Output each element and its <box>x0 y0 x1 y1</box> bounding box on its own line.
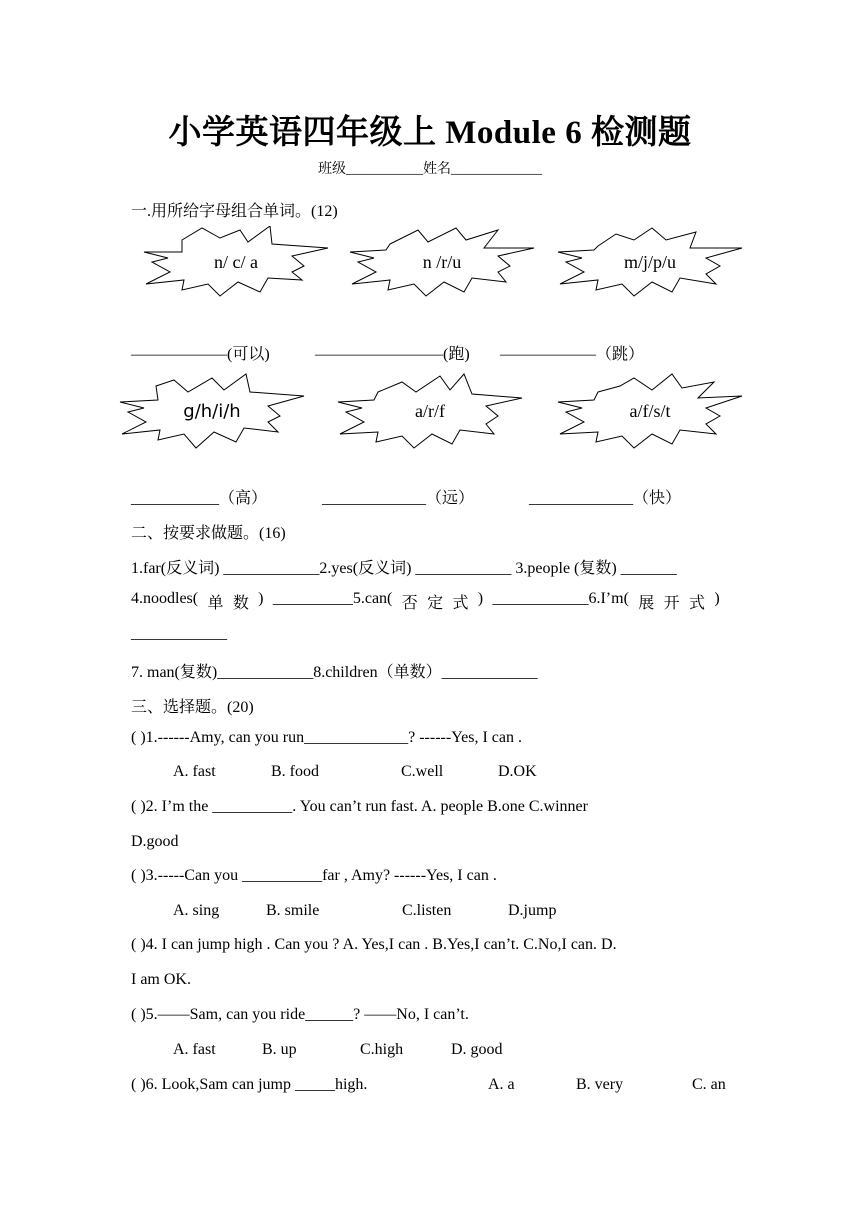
line2-part: 定 <box>427 595 444 612</box>
q1-option: A. fast <box>173 763 216 780</box>
q6-option: B. very <box>576 1076 624 1093</box>
letter-burst-3 <box>556 226 744 298</box>
section3-heading: 三、选择题。(20) <box>131 699 254 716</box>
q5-option: D. good <box>451 1041 503 1058</box>
line2-part: 式 <box>688 595 705 612</box>
q6-option: A. a <box>488 1076 515 1093</box>
question-4-cont: I am OK. <box>131 971 191 988</box>
line2-part: 4.noodles( <box>131 590 199 607</box>
question-1: ( )1.------Amy, can you run_____________? ------Yes, I can . <box>131 729 522 746</box>
q1-option: C.well <box>401 763 444 780</box>
question-3: ( )3.-----Can you __________far , Amy? ------Yes, I can . <box>131 867 497 884</box>
question-2-cont: D.good <box>131 833 179 850</box>
q5-option: A. fast <box>173 1041 216 1058</box>
letter-burst-4 <box>118 372 306 450</box>
answer-blank-far: _____________（远） <box>322 490 475 507</box>
q6-option: C. an <box>692 1076 726 1093</box>
line2-part: 开 <box>663 595 680 612</box>
answer-blank-fast: _____________（快） <box>529 490 682 507</box>
q5-option: B. up <box>262 1041 297 1058</box>
section2-line3: ____________ <box>131 625 227 642</box>
letters-label: a/f/s/t <box>629 400 671 421</box>
section2-line2 <box>131 590 729 613</box>
letter-burst-2 <box>348 226 536 298</box>
q1-option: D.OK <box>498 763 537 780</box>
question-2: ( )2. I’m the __________. You can’t run fast. A. people B.one C.winner <box>131 798 588 815</box>
line2-part: ) <box>258 590 264 607</box>
letter-burst-5 <box>336 372 524 450</box>
question-4: ( )4. I can jump high . Can you ? A. Yes,I can . B.Yes,I can’t. C.No,I can. D. <box>131 936 617 953</box>
answer-blank-can: ——————(可以) <box>131 346 270 363</box>
letters-label: n /r/u <box>422 251 462 272</box>
letters-label: g/h/i/h <box>183 400 241 422</box>
q3-option: C.listen <box>402 902 452 919</box>
answer-blank-high: ___________（高） <box>131 490 268 507</box>
q3-option: B. smile <box>266 902 320 919</box>
letter-burst-1 <box>142 226 330 298</box>
letters-label: a/r/f <box>415 400 445 421</box>
line2-part: ____________6.I’m( <box>492 590 629 607</box>
letters-label: m/j/p/u <box>623 251 676 272</box>
section2-line4: 7. man(复数)____________8.children（单数）____________ <box>131 664 538 681</box>
page-title: 小学英语四年级上 Module 6 检测题 <box>168 115 692 151</box>
q5-option: C.high <box>360 1041 404 1058</box>
line2-part: ) <box>714 590 720 607</box>
question-5: ( )5.——Sam, can you ride______? ——No, I can’t. <box>131 1006 469 1023</box>
section2-heading: 二、按要求做题。(16) <box>131 525 286 542</box>
q3-option: A. sing <box>173 902 220 919</box>
line2-part: 单 <box>207 595 224 612</box>
line2-part: ) <box>477 590 484 607</box>
line2-part: __________5.can( <box>272 590 393 607</box>
class-name-line: 班级___________姓名_____________ <box>318 162 542 177</box>
question-6: ( )6. Look,Sam can jump _____high. <box>131 1076 368 1093</box>
line2-part: 否 <box>401 595 418 612</box>
line2-part: 数 <box>232 595 249 612</box>
q1-option: B. food <box>271 763 319 780</box>
answer-blank-jump: ——————（跳） <box>500 346 645 363</box>
section2-line1: 1.far(反义词) ____________2.yes(反义词) ____________ 3.people (复数) _______ <box>131 560 677 577</box>
section1-heading: 一.用所给字母组合单词。(12) <box>131 203 338 220</box>
answer-blank-run: ————————(跑) <box>315 346 470 363</box>
letters-label: n/ c/ a <box>214 251 258 272</box>
q3-option: D.jump <box>508 902 557 919</box>
letter-burst-6 <box>556 372 744 450</box>
line2-part: 展 <box>638 595 655 612</box>
line2-part: 式 <box>452 595 469 612</box>
